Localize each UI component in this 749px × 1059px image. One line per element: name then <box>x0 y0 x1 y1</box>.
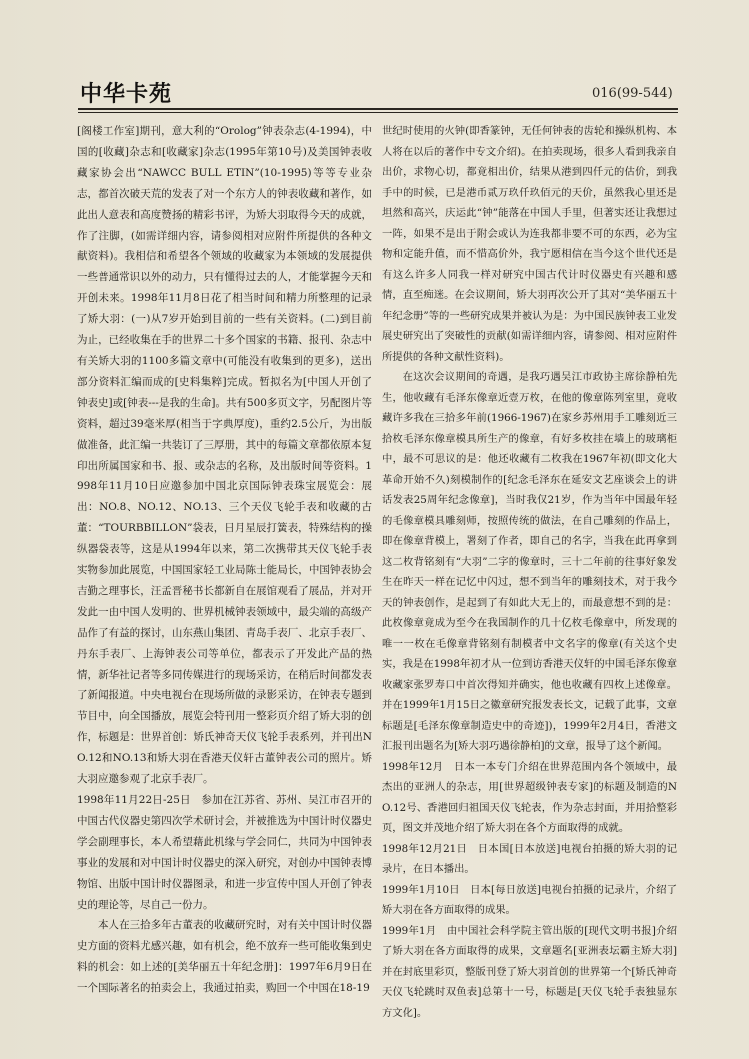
right-paragraph-6: 1999年1月 由中国社会科学院主管出版的[现代文明书报]介绍了矫大羽在各方面取得的成果，文章题名[亚洲表坛霸主矫大羽]并在封底里彩页，整版刊登了矫大羽首创的世界第一个[矫氏神奇天仪飞轮跳时双鱼表]总第十一号，标题是[天仪飞轮手表独显东方文化]。 <box>382 924 677 1019</box>
header-rule-thick <box>78 108 678 110</box>
left-paragraph-2: 1998年11月22日-25日 参加在江苏省、苏州、吴江市召开的中国古代仪器史第四次学术研讨会，并被推选为中国计时仪器史学会副理事长，本人希望藉此机缘与学会同仁，共同为中国钟表事业的发展和对中国计时仪器史的深入研究，对创办中国钟表博物馆、出版中国计时仪器图录，和进一步宣传中国人开创了钟表史的理论等，尽自己一份力。 <box>77 794 372 911</box>
right-column <box>382 121 677 1023</box>
right-paragraph-1: 世纪时使用的火钟(即香篆钟，无任何钟表的齿轮和操纵机构、本人将在以后的著作中专文介绍)。在拍卖现场，很多人看到我亲自出价，求物心切，都竟相出价，结果从港到四仟元的估价，到我手中的时候，已是港币贰万玖仟玖佰元的天价，虽然我心里还是坦然和高兴，庆运此“钟”能落在中国人手里，但著实还让我想过一阵，如果不是出于附会或认为连我都非要不可的东西，必为宝物和定能升值，而不惜高价外，我宁愿相信在当今这个世代还是有这么许多人同我一样对研究中国古代计时仪器史有兴趣和感情，直至痴迷。在会议期间，矫大羽再次公开了其对“美华丽五十年纪念册”等的一些研究成果并被认为是：为中国民族钟表工业发展史研究出了突破性的贡献(如需详细内容，请参阅、相对应附件所提供的各种文献性资料)。 <box>382 125 677 363</box>
left-paragraph-1: [阁楼工作室]期刊，意大利的“Orolog”钟表杂志(4-1994)，中国的[收藏]杂志和[收藏家]杂志(1995年第10号)及美国钟表收藏家协会出“NAWCC BULL ETIN”(10-1995)等等专业杂志，都首次破天荒的发表了对一个东方人的钟表收藏和著作，如此出人意表和高度赞扬的精彩书评，为矫大羽取得今天的成就，作了注脚，(如需详细内容，请参阅相对应附件所提供的各种文献资料)。我相信和希望各个领域的收藏家为本领域的发展提供一些普通常识以外的动力，只有懂得过去的人，才能掌握今天和开创未来。1998年11月8日花了相当时间和精力所整理的记录了矫大羽：(一)从7岁开始到目前的一些有关资料。(二)到目前为止，已经收集在手的世界二十多个国家的书籍、报刊、杂志中有关矫大羽的1100多篇文章中(可能没有收集到的更多)，送出部分资料汇编而成的[史料集粹]完成。暂拟名为[中国人开创了钟表史]或[钟表---是我的生命]。共有500多页文字，另配图片等资料，超过39毫米厚(相当于字典厚度)，重约2.5公斤，为出版做准备，此汇编一共装订了三厚册，其中的每篇文章都依原本复印出所属国家和书、报、或杂志的名称，及出版时间等资料。1998年11月10日应邀参加中国北京国际钟表珠宝展览会：展出：NO.8、NO.12、NO.13、三个天仪飞轮手表和收藏的古董：“TOURBBILLON”袋表，日月星辰打簧表，特殊结构的操纵器袋表等，这是从1994年以来，第二次携带其天仪飞轮手表实物参加此展览，中国国家轻工业局陈士能局长，中国钟表协会吉勤之理事长，汪孟晋秘书长都新自在展馆观看了展品，并对开发此一由中国人发明的、世界机械钟表领域中，最尖端的高级产品作了有益的探讨，山东燕山集团、青岛手表厂、北京手表厂、丹东手表厂、上海钟表公司等单位，都表示了开发此产品的热情，新华社记者等多同传媒进行的现场采访，在稍后时间都发表了新闻报道。中央电视台在现场所做的录影采访，在钟表专题到节目中，向全国播放，展览会特刊用一整彩页介绍了矫大羽的创作，标题是：世界首创：矫氏神奇天仪飞轮手表系列，并刊出NO.12和NO.13和矫大羽在香港天仪轩古董钟表公司的照片。矫大羽应邀参观了北京手表厂。 <box>77 125 372 786</box>
right-paragraph-3: 1998年12月 日本一本专门介绍在世界范围内各个领域中，最杰出的亚洲人的杂志，用[世界超级钟表专家]的标题及制造的NO.12号、香港回归祖国天仪飞轮表，作为杂志封面，并用拾整彩页，图文并茂地介绍了矫大羽在各个方面取得的成就。 <box>382 760 677 834</box>
right-paragraph-5: 1999年1月10日 日本[每日放送]电视台拍摄的记录片，介绍了矫大羽在各方面取得的成果。 <box>382 883 677 916</box>
page-code: 016(99-544) <box>592 86 673 101</box>
left-column <box>77 121 372 999</box>
right-paragraph-4: 1998年12月21日 日本国[日本放送]电视台拍摄的矫大羽的记录片，在日本播出。 <box>382 842 677 875</box>
header-rule-thin <box>78 112 678 113</box>
left-paragraph-3: 本人在三拾多年古董表的收藏研究时，对有关中国计时仪器史方面的资料尤感兴趣，如有机会，绝不放弃一些可能收集到史料的机会：如上述的[美华丽五十年纪念册]：1997年6月9日在一个国际著名的拍卖会上，我通过拍卖，购回一个中国在18-19 <box>77 919 372 995</box>
page-title: 中华卡苑 <box>80 82 173 107</box>
right-paragraph-2: 在这次会议期间的奇遇，是我巧遇吴江市政协主席徐静柏先生，他收藏有毛泽东像章近壹万枚，在他的像章陈列室里，竟收藏许多我在三拾多年前(1966-1967)在家乡苏州用手工雕刻近三拾枚毛泽东像章模具所生产的像章，有好多枚挂在墙上的玻璃柜中，最不可思议的是：他还收藏有二枚我在1967年初(即文化大革命开始不久)刻模制作的[纪念毛泽东在延安文艺座谈会上的讲话发表25周年纪念像章]，当时我仅21岁，作为当年中国最年轻的毛像章模具雕刻师，按照传统的做法，在自己雕刻的作品上，即在像章背模上，署刻了作者，即自己的名字，当我在此再拿到这二枚背铭刻有“大羽”二字的像章时，三十二年前的往事好象发生在昨天一样在记忆中闪过，想不到当年的雕刻技术，对于我今天的钟表创作，是起到了有如此大无上的，而最意想不到的是：此枚像章竟成为至今在我国制作的几十亿枚毛像章中，所发现的唯一一枚在毛像章背铭刻有制模者中文名字的像章(有关这个史实，我是在1998年初才从一位到访香港天仪轩的中国毛泽东像章收藏家张罗寿口中首次得知并确实，他也收藏有四枚上述像章。并在1999年1月15日之徽章研究报发表长文，记载了此事，文章标题是[毛泽东像章制造史中的奇迹])，1999年2月4日，香港文汇报刊出题名为[矫大羽巧遇徐静柏]的文章，报导了这个新闻。 <box>382 371 677 752</box>
